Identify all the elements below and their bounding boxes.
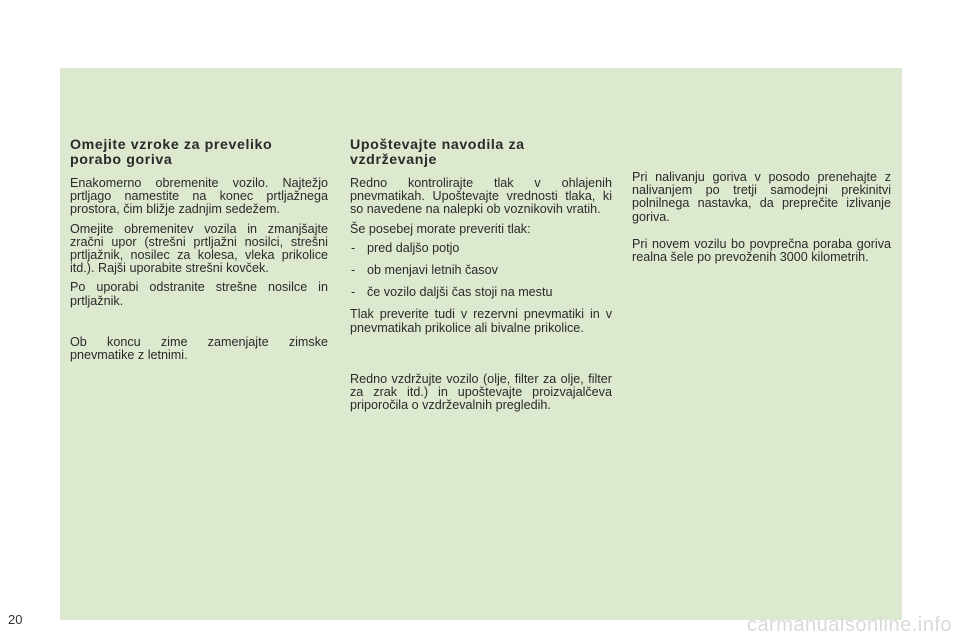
paragraph-check-pressure-intro: Še posebej morate preveriti tlak: xyxy=(350,221,531,236)
page-number: 20 xyxy=(8,612,23,627)
paragraph-remove-roof-bars: Po uporabi odstranite strešne nosilce in prtljažnik. xyxy=(70,280,328,308)
list-item: - če vozilo daljši čas stoji na mestu xyxy=(350,286,612,299)
paragraph-air-resistance: Omejite obremenitev vozila in zmanjšajte zračni upor (strešni prtljažni nosilci, strešni prtljažnik, nosilec za kolesa, vleka prikolice itd.). Rajši uporabite strešni kovček. xyxy=(70,221,328,276)
section-heading-fuel-consumption: Omejite vzroke za preveliko porabo goriva xyxy=(70,137,273,168)
list-item: - pred daljšo potjo xyxy=(350,242,612,255)
paragraph-winter-tyres: Ob koncu zime zamenjajte zimske pnevmatike z letnimi. xyxy=(70,334,328,363)
paragraph-refuelling: Pri nalivanju goriva v posodo prenehajte z nalivanjem po tretji samodejni prekinitvi polnilnega nastavka, da preprečite izlivanje goriva. xyxy=(632,170,891,224)
paragraph-spare-tyre: Tlak preverite tudi v rezervni pnevmatiki in v pnevmatikah prikolice ali bivalne prikolice. xyxy=(350,307,612,335)
column-fuel-consumption xyxy=(70,138,328,368)
paragraph-regular-service: Redno vzdržujte vozilo (olje, filter za olje, filter za zrak itd.) in upoštevajte proizvajalčeva priporočila o vzdrževalnih pregledih. xyxy=(350,371,612,413)
column-maintenance xyxy=(350,138,612,418)
section-heading-maintenance: Upoštevajte navodila za vzdrževanje xyxy=(350,137,525,168)
paragraph-load-distribution: Enakomerno obremenite vozilo. Najtežjo prtljago namestite na konec prtljažnega prostora, čim bližje zadnjim sedežem. xyxy=(70,176,328,217)
list-item: - ob menjavi letnih časov xyxy=(350,264,612,277)
pressure-check-list xyxy=(350,242,612,300)
paragraph-new-vehicle-consumption: Pri novem vozilu bo povprečna poraba goriva realna šele po prevoženih 3000 kilometrih. xyxy=(632,236,891,265)
paragraph-tyre-pressure: Redno kontrolirajte tlak v ohlajenih pnevmatikah. Upoštevajte vrednosti tlaka, ki so navedene na nalepki ob voznikovih vratih. xyxy=(350,176,612,217)
watermark: carmanualsonline.info xyxy=(746,614,952,636)
column-refuelling xyxy=(632,171,891,270)
